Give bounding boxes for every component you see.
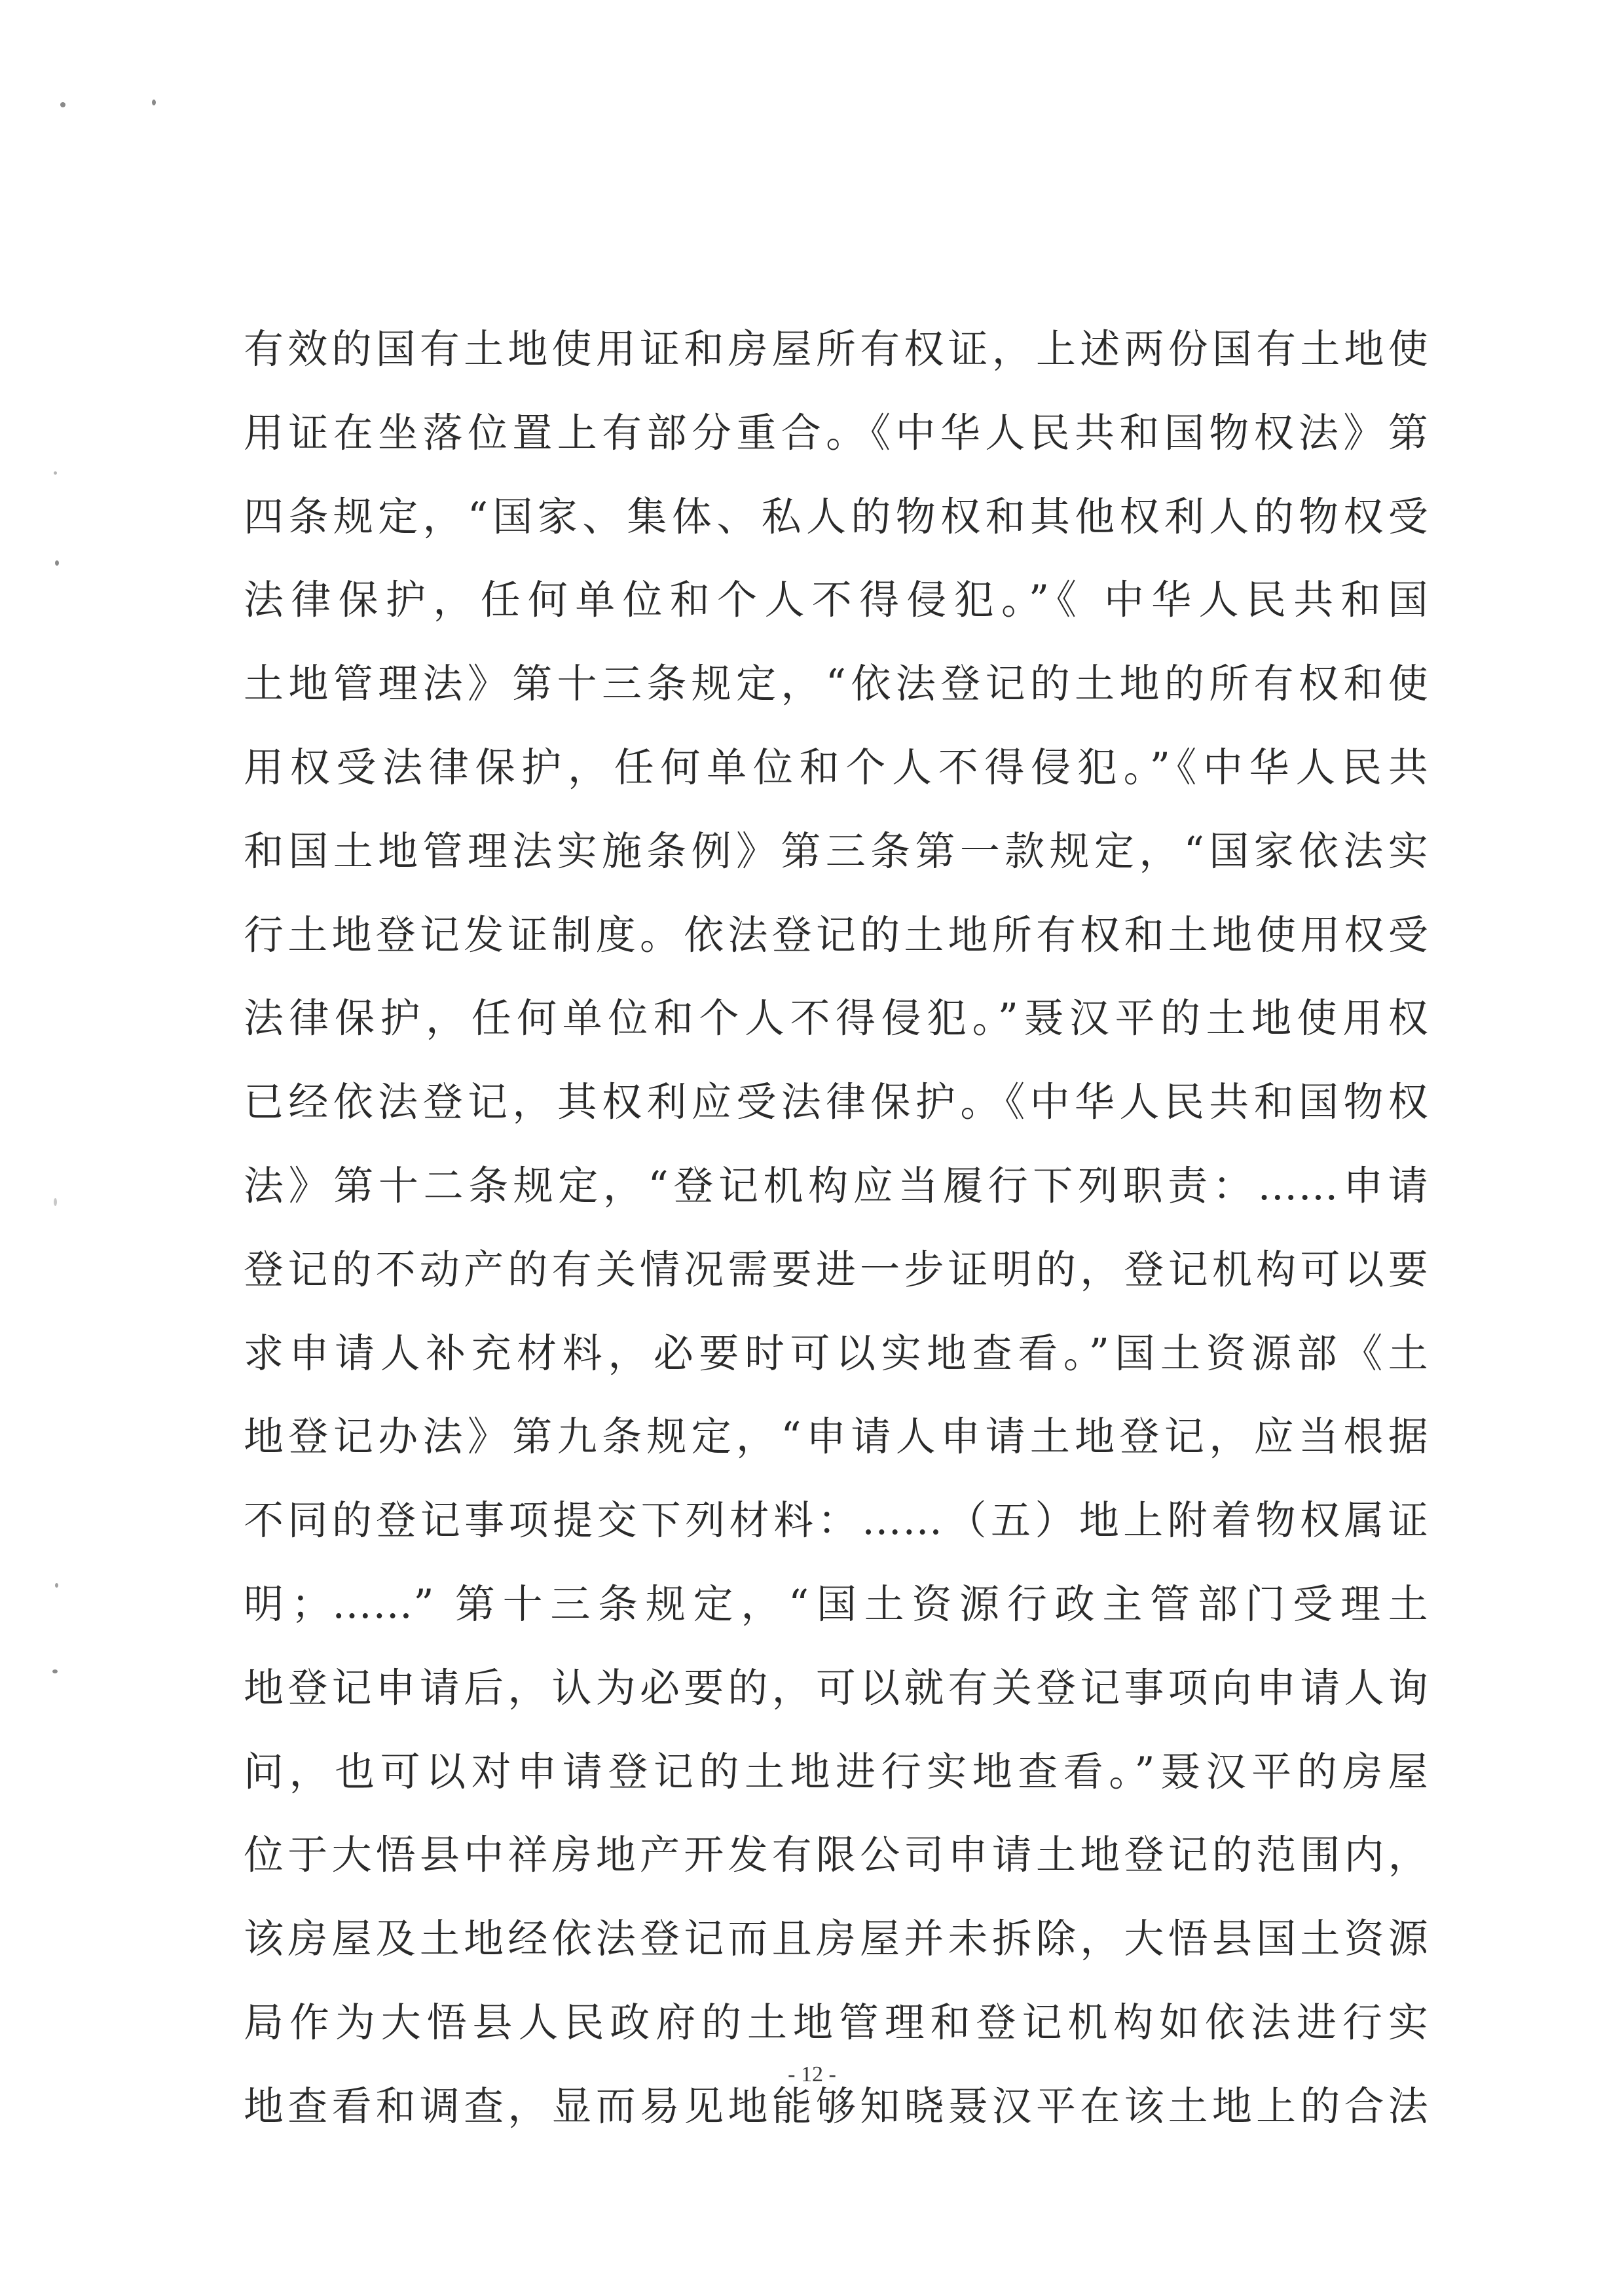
scan-speck [54, 471, 57, 475]
text-line: 四条规定，“国家、集体、私人的物权和其他权利人的物权受 [244, 493, 1429, 540]
text-line: 和国土地管理法实施条例》第三条第一款规定，“国家依法实 [244, 828, 1429, 875]
text-line: 用证在坐落位置上有部分重合。《中华人民共和国物权法》第 [244, 409, 1429, 456]
text-line: 用权受法律保护，任何单位和个人不得侵犯。”《中华人民共 [244, 744, 1429, 791]
text-line: 不同的登记事项提交下列材料：……（五）地上附着物权属证 [244, 1497, 1429, 1544]
text-line: 已经依法登记，其权利应受法律保护。《中华人民共和国物权 [244, 1079, 1429, 1126]
text-line: 明；……” 第十三条规定，“国土资源行政主管部门受理土 [244, 1580, 1429, 1628]
text-line: 位于大悟县中祥房地产开发有限公司申请土地登记的范围内， [244, 1832, 1429, 1879]
scan-speck [152, 100, 156, 105]
body-text [244, 308, 1429, 2149]
text-line: 法律保护，任何单位和个人不得侵犯。”聂汉平的土地使用权 [244, 995, 1429, 1042]
text-line: 地登记办法》第九条规定，“申请人申请土地登记，应当根据 [244, 1413, 1429, 1461]
text-line: 法》第十二条规定，“登记机构应当履行下列职责：……申请 [244, 1162, 1429, 1209]
text-line: 土地管理法》第十三条规定，“依法登记的土地的所有权和使 [244, 661, 1429, 708]
text-line: 求申请人补充材料，必要时可以实地查看。”国土资源部《土 [244, 1330, 1429, 1377]
page-number: - 12 - [788, 2062, 836, 2086]
text-line: 地登记申请后，认为必要的，可以就有关登记事项向申请人询 [244, 1664, 1429, 1711]
text-line: 该房屋及土地经依法登记而且房屋并未拆除，大悟县国土资源 [244, 1916, 1429, 1963]
scan-speck [55, 1583, 58, 1588]
text-line: 登记的不动产的有关情况需要进一步证明的，登记机构可以要 [244, 1246, 1429, 1293]
scan-speck [54, 1198, 57, 1206]
scan-speck [55, 560, 59, 566]
text-line: 局作为大悟县人民政府的土地管理和登记机构如依法进行实 [244, 1999, 1429, 2046]
text-line: 行土地登记发证制度。依法登记的土地所有权和土地使用权受 [244, 911, 1429, 958]
text-line: 问，也可以对申请登记的土地进行实地查看。”聂汉平的房屋 [244, 1748, 1429, 1795]
scan-speck [52, 1669, 58, 1673]
text-line: 有效的国有土地使用证和房屋所有权证，上述两份国有土地使 [244, 326, 1429, 373]
scan-speck [60, 102, 65, 107]
text-line: 法律保护，任何单位和个人不得侵犯。”《 中华人民共和国 [244, 577, 1429, 624]
text-line: 地查看和调查，显而易见地能够知晓聂汉平在该土地上的合法 [244, 2083, 1429, 2130]
